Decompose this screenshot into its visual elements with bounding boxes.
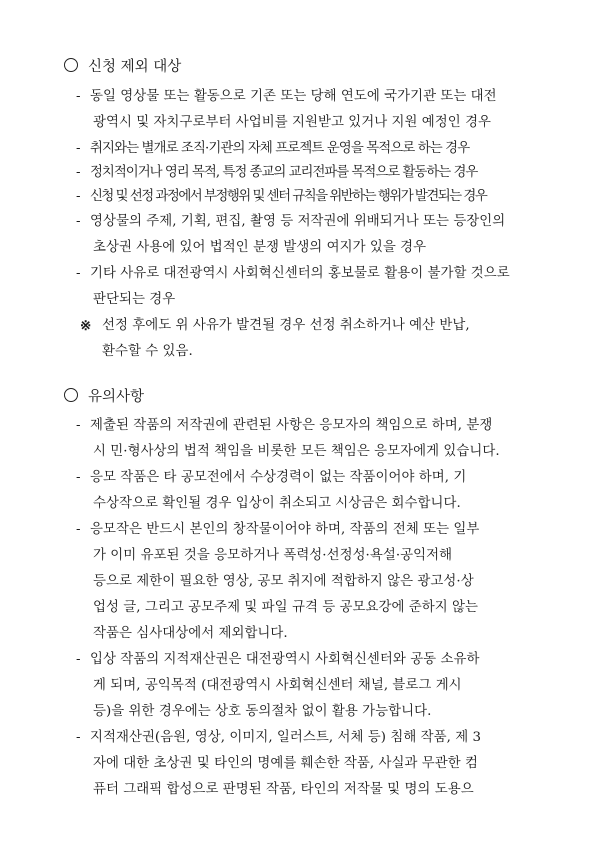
list-item-line: 시 민·형사상의 법적 책임을 비롯한 모든 책임은 응모자에게 있습니다. [93, 444, 500, 459]
list-item-line: 응모작은 반드시 본인의 창작물이어야 하며, 작품의 전체 또는 일부 [90, 522, 480, 537]
section-title: 신청 제외 대상 [88, 59, 182, 75]
list-item-line: 자에 대한 초상권 및 타인의 명예를 훼손한 작품, 사실과 무관한 컴 [93, 756, 478, 771]
list-item-line: 판단되는 경우 [93, 292, 176, 307]
section-heading-notices [64, 387, 144, 407]
section-heading-exclusions [64, 57, 181, 77]
list-item-line: 초상권 사용에 있어 법적인 분쟁 발생의 여지가 있을 경우 [93, 240, 427, 255]
list-item-line: 업성 글, 그리고 공모주제 및 파일 규격 등 공모요강에 준하지 않는 [93, 600, 478, 615]
list-item-line: 신청 및 선정 과정에서 부정행위 및 센터 규칙을 위반하는 행위가 발견되는 경우 [90, 189, 487, 204]
dash-bullet: - [76, 165, 81, 180]
list-item-line: 등)을 위한 경우에는 상호 동의절차 없이 활용 가능합니다. [93, 704, 432, 719]
list-item-line: 취지와는 별개로 조직·기관의 자체 프로젝트 운영을 목적으로 하는 경우 [90, 141, 470, 156]
list-item-line: 영상물의 주제, 기획, 편집, 촬영 등 저작권에 위배되거나 또는 등장인의 [90, 214, 506, 229]
list-item-line: 광역시 및 자치구로부터 사업비를 지원받고 있거나 지원 예정인 경우 [93, 115, 492, 130]
list-item-line: 게 되며, 공익목적 (대전광역시 사회혁신센터 채널, 블로그 게시 [93, 678, 462, 693]
list-item-line: 동일 영상물 또는 활동으로 기존 또는 당해 연도에 국가기관 또는 대전 [90, 89, 497, 104]
dash-bullet: - [76, 214, 81, 229]
dash-bullet: - [76, 418, 81, 433]
list-item-line: 퓨터 그래픽 합성으로 판명된 작품, 타인의 저작물 및 명의 도용으 [93, 782, 474, 797]
section-title: 유의사항 [88, 389, 145, 405]
note-mark: ※ [80, 318, 92, 334]
list-item-line: 입상 작품의 지적재산권은 대전광역시 사회혁신센터와 공동 소유하 [90, 652, 480, 667]
circle-bullet-icon [64, 58, 78, 72]
list-item-line: 응모 작품은 타 공모전에서 수상경력이 없는 작품이어야 하며, 기 [90, 470, 467, 485]
dash-bullet: - [76, 522, 81, 537]
dash-bullet: - [76, 652, 81, 667]
list-item-line: 등으로 제한이 필요한 영상, 공모 취지에 적합하지 않은 광고성·상 [93, 574, 474, 589]
note-line: 환수할 수 있음. [102, 344, 193, 359]
dash-bullet: - [76, 730, 81, 745]
note-line: 선정 후에도 위 사유가 발견될 경우 선정 취소하거나 예산 반납, [102, 318, 470, 333]
list-item-line: 정치적이거나 영리 목적, 특정 종교의 교리전파를 목적으로 활동하는 경우 [90, 165, 478, 180]
list-item-line: 지적재산권(음원, 영상, 이미지, 일러스트, 서체 등) 침해 작품, 제 3 [90, 730, 482, 745]
dash-bullet: - [76, 189, 81, 204]
dash-bullet: - [76, 141, 81, 156]
list-item-line: 제출된 작품의 저작권에 관련된 사항은 응모자의 책임으로 하며, 분쟁 [90, 418, 493, 433]
list-item-line: 작품은 심사대상에서 제외합니다. [93, 626, 288, 641]
list-item-line: 수상작으로 확인될 경우 입상이 취소되고 시상금은 회수합니다. [93, 496, 461, 511]
dash-bullet: - [76, 470, 81, 485]
list-item-line: 가 이미 유포된 것을 응모하거나 폭력성·선정성·욕설·공익저해 [93, 548, 453, 563]
dash-bullet: - [76, 89, 81, 104]
list-item-line: 기타 사유로 대전광역시 사회혁신센터의 홍보물로 활용이 불가할 것으로 [90, 266, 510, 281]
dash-bullet: - [76, 266, 81, 281]
circle-bullet-icon [64, 388, 78, 402]
